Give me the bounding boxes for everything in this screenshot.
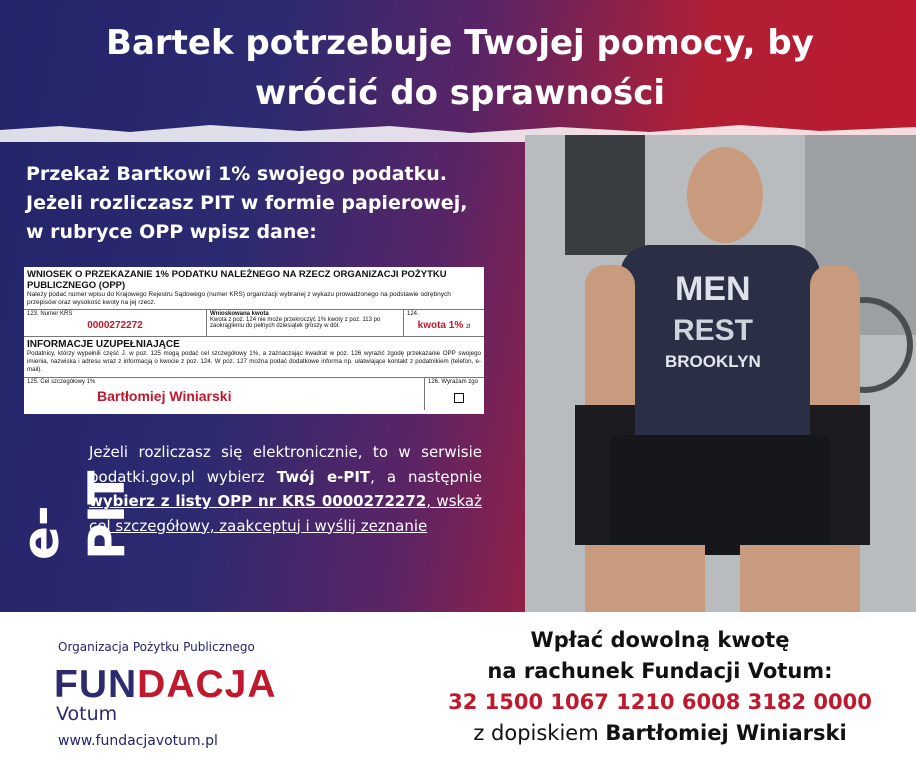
org-type: Organizacja Pożytku Publicznego: [58, 640, 255, 654]
consent-checkbox: [454, 393, 464, 403]
page-title: [60, 18, 860, 118]
epit-label: e-PIT: [12, 470, 136, 560]
donate-note-prefix: z dopiskiem: [473, 721, 606, 745]
epit-instructions: [89, 440, 482, 538]
website-link[interactable]: www.fundacjavotum.pl: [58, 733, 218, 749]
form-section2-note: Podatnicy, którzy wypełnili część J. w poz. 125 mogą podać cel szczegółowy 1%, a zaznaczając kwadrat w poz. 126 wyrazić zgodę przekazanie OPP swojego imienia, nazwiska i adresu wraz z informacją o kwocie z poz. 124. W poz. 127 można podać dodatkowe informa np. ułatwiające kontakt z podatnikiem (telefon, e-mail).: [27, 350, 481, 373]
tax-form-excerpt: [24, 267, 484, 414]
epit-bold-1: Twój e-PIT: [276, 467, 371, 486]
field-124-value: [407, 320, 481, 331]
donate-note: [410, 718, 910, 749]
donate-note-name: Bartłomiej Winiarski: [605, 721, 847, 745]
form-heading: WNIOSEK O PRZEKAZANIE 1% PODATKU NALEŻNEGO NA RZECZ ORGANIZACJI POŻYTKU PUBLICZNEGO (OPP): [27, 269, 447, 291]
epit-text-2: , a następnie: [370, 467, 482, 486]
consent-cell: [425, 378, 483, 410]
title-line-1: Bartek potrzebuje Twojej pomocy, by: [106, 23, 814, 63]
goal-label: 125. Cel szczegółowy 1%: [27, 379, 96, 385]
donation-info: [410, 625, 910, 749]
krs-cell: [24, 310, 207, 336]
logo-subtitle: Votum: [56, 703, 118, 725]
form-note: Należy podać numer wpisu do Krajowego Rejestru Sądowego (numer KRS) organizacji wybranej z wykazu prowadzonego na podstawie odrębnych przepisów oraz wysokość kwoty na jej rzecz.: [27, 291, 451, 306]
krs-label: 123. Numer KRS: [27, 311, 73, 317]
amount-cell: [207, 310, 404, 336]
photo-illustration: [525, 135, 916, 612]
svg-text:BROOKLYN: BROOKLYN: [665, 352, 761, 371]
amount-note: Kwota z poz. 124 nie może przekroczyć 1% kwoty z poz. 113 po zaokrągleniu do pełnych dziesiątek groszy w dół.: [210, 317, 381, 329]
field-124-label: 124.: [407, 311, 419, 317]
foundation-logo: [54, 665, 277, 705]
form-section2-heading: INFORMACJE UZUPEŁNIAJĄCE: [27, 339, 180, 350]
title-line-2: wrócić do sprawności: [254, 73, 666, 113]
epit-krs-link: wybierz z listy OPP nr KRS 0000272272: [89, 492, 427, 510]
field-124-cell: [404, 310, 484, 336]
patient-photo: [525, 135, 916, 612]
field-124-amount: kwota 1%: [417, 320, 464, 331]
lead-line-2: Jeżeli rozliczasz PIT w formie papierowej,: [26, 192, 468, 214]
goal-row: [24, 377, 484, 410]
logo-part-1: FUN: [54, 663, 138, 706]
donate-line-1: Wpłać dowolną kwotę: [530, 628, 790, 652]
consent-label: 126. Wyrażam zgo: [428, 379, 478, 385]
goal-cell: [24, 378, 425, 410]
epit-goal-link: , wskaż cel szczegółowy, zaakceptuj i wyślij zeznanie: [89, 492, 482, 535]
lead-line-3: w rubryce OPP wpisz dane:: [26, 221, 317, 243]
amount-label: Wnioskowana kwota: [210, 311, 269, 317]
svg-text:MEN: MEN: [675, 270, 751, 308]
goal-value: Bartłomiej Winiarski: [97, 388, 232, 404]
field-124-unit: zł: [466, 324, 471, 330]
lead-text: [26, 160, 506, 247]
epit-text-1: Jeżeli rozliczasz się elektronicznie, to w serwisie podatki.gov.pl wybierz: [89, 443, 482, 486]
krs-row: [24, 309, 484, 337]
krs-value: 0000272272: [87, 320, 143, 331]
donate-line-2: na rachunek Fundacji Votum:: [487, 659, 833, 683]
logo-part-2: DACJA: [137, 663, 277, 706]
bank-account-number: 32 1500 1067 1210 6008 3182 0000: [448, 690, 872, 714]
lead-line-1: Przekaż Bartkowi 1% swojego podatku.: [26, 163, 447, 185]
svg-text:REST: REST: [673, 314, 754, 347]
